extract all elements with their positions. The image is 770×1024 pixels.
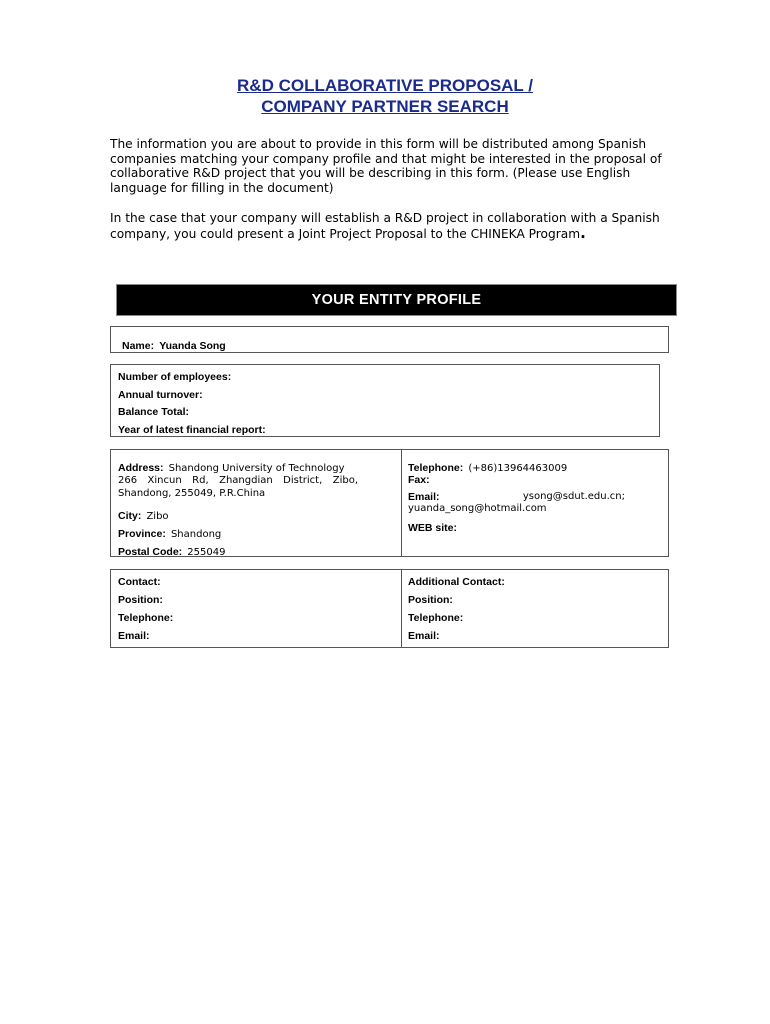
turnover-label: Annual turnover: <box>118 389 203 401</box>
intro-paragraph-1: The information you are about to provide in this form will be distributed among Spanish companies matching your company profile and that might be interested in the proposal of collaborative R&D project that you will be describing in this form. (Please use English language for filling in the document) <box>110 137 662 195</box>
balance-label: Balance Total: <box>118 406 189 418</box>
additional-email-label: Email: <box>408 630 440 642</box>
document-title <box>0 75 770 117</box>
contact-telephone-label: Telephone: <box>118 612 174 624</box>
telephone-value: (+86)13964463009 <box>468 463 568 474</box>
province-label: Province: <box>118 528 166 540</box>
address-line-2: 266 Xincun Rd, Zhangdian District, Zibo, Shandong, 255049, P.R.China <box>118 475 358 499</box>
additional-telephone-label: Telephone: <box>408 612 464 624</box>
city-label: City: <box>118 510 142 522</box>
title-line-2: COMPANY PARTNER SEARCH <box>261 97 509 116</box>
intro-paragraph-2-text: In the case that your company will establish a R&D project in collaboration with a Spanish company, you could present a Joint Project Proposal to the CHINEKA Program <box>110 211 660 241</box>
intro-paragraph-2-period: . <box>580 223 586 242</box>
name-value: Yuanda Song <box>159 340 226 352</box>
email-label: Email: <box>408 491 440 503</box>
telephone-label: Telephone: <box>408 462 464 474</box>
postal-code-label: Postal Code: <box>118 546 183 558</box>
address-column-divider <box>401 450 402 556</box>
name-row <box>122 334 226 353</box>
contact-label: Contact: <box>118 576 161 588</box>
section-header-entity-profile: YOUR ENTITY PROFILE <box>117 285 676 315</box>
email-value-2: yuanda_song@hotmail.com <box>408 503 547 514</box>
contact-info-box[interactable] <box>110 569 669 648</box>
address-info-box[interactable] <box>110 449 669 557</box>
title-line-1: R&D COLLABORATIVE PROPOSAL / <box>237 76 533 95</box>
contact-position-label: Position: <box>118 594 163 606</box>
website-label: WEB site: <box>408 522 458 534</box>
name-label: Name: <box>122 340 155 352</box>
financial-year-label: Year of latest financial report: <box>118 424 266 436</box>
employees-label: Number of employees: <box>118 371 232 383</box>
additional-contact-label: Additional Contact: <box>408 576 505 588</box>
contact-email-label: Email: <box>118 630 150 642</box>
additional-position-label: Position: <box>408 594 453 606</box>
address-row <box>118 456 358 475</box>
postal-row <box>118 540 358 559</box>
province-value: Shandong <box>170 529 222 540</box>
name-field[interactable] <box>110 326 669 353</box>
intro-paragraph-2 <box>110 211 670 241</box>
address-line-1: Shandong University of Technology <box>168 463 345 474</box>
postal-code-value: 255049 <box>187 547 226 558</box>
fax-label: Fax: <box>408 474 430 486</box>
financial-info-box[interactable] <box>110 364 660 437</box>
contact-column-divider <box>401 570 402 647</box>
city-row <box>118 504 358 523</box>
address-label: Address: <box>118 462 164 474</box>
province-row <box>118 522 358 541</box>
city-value: Zibo <box>146 511 169 522</box>
email-value-1: ysong@sdut.edu.cn; <box>522 491 625 502</box>
telephone-row <box>408 456 663 475</box>
